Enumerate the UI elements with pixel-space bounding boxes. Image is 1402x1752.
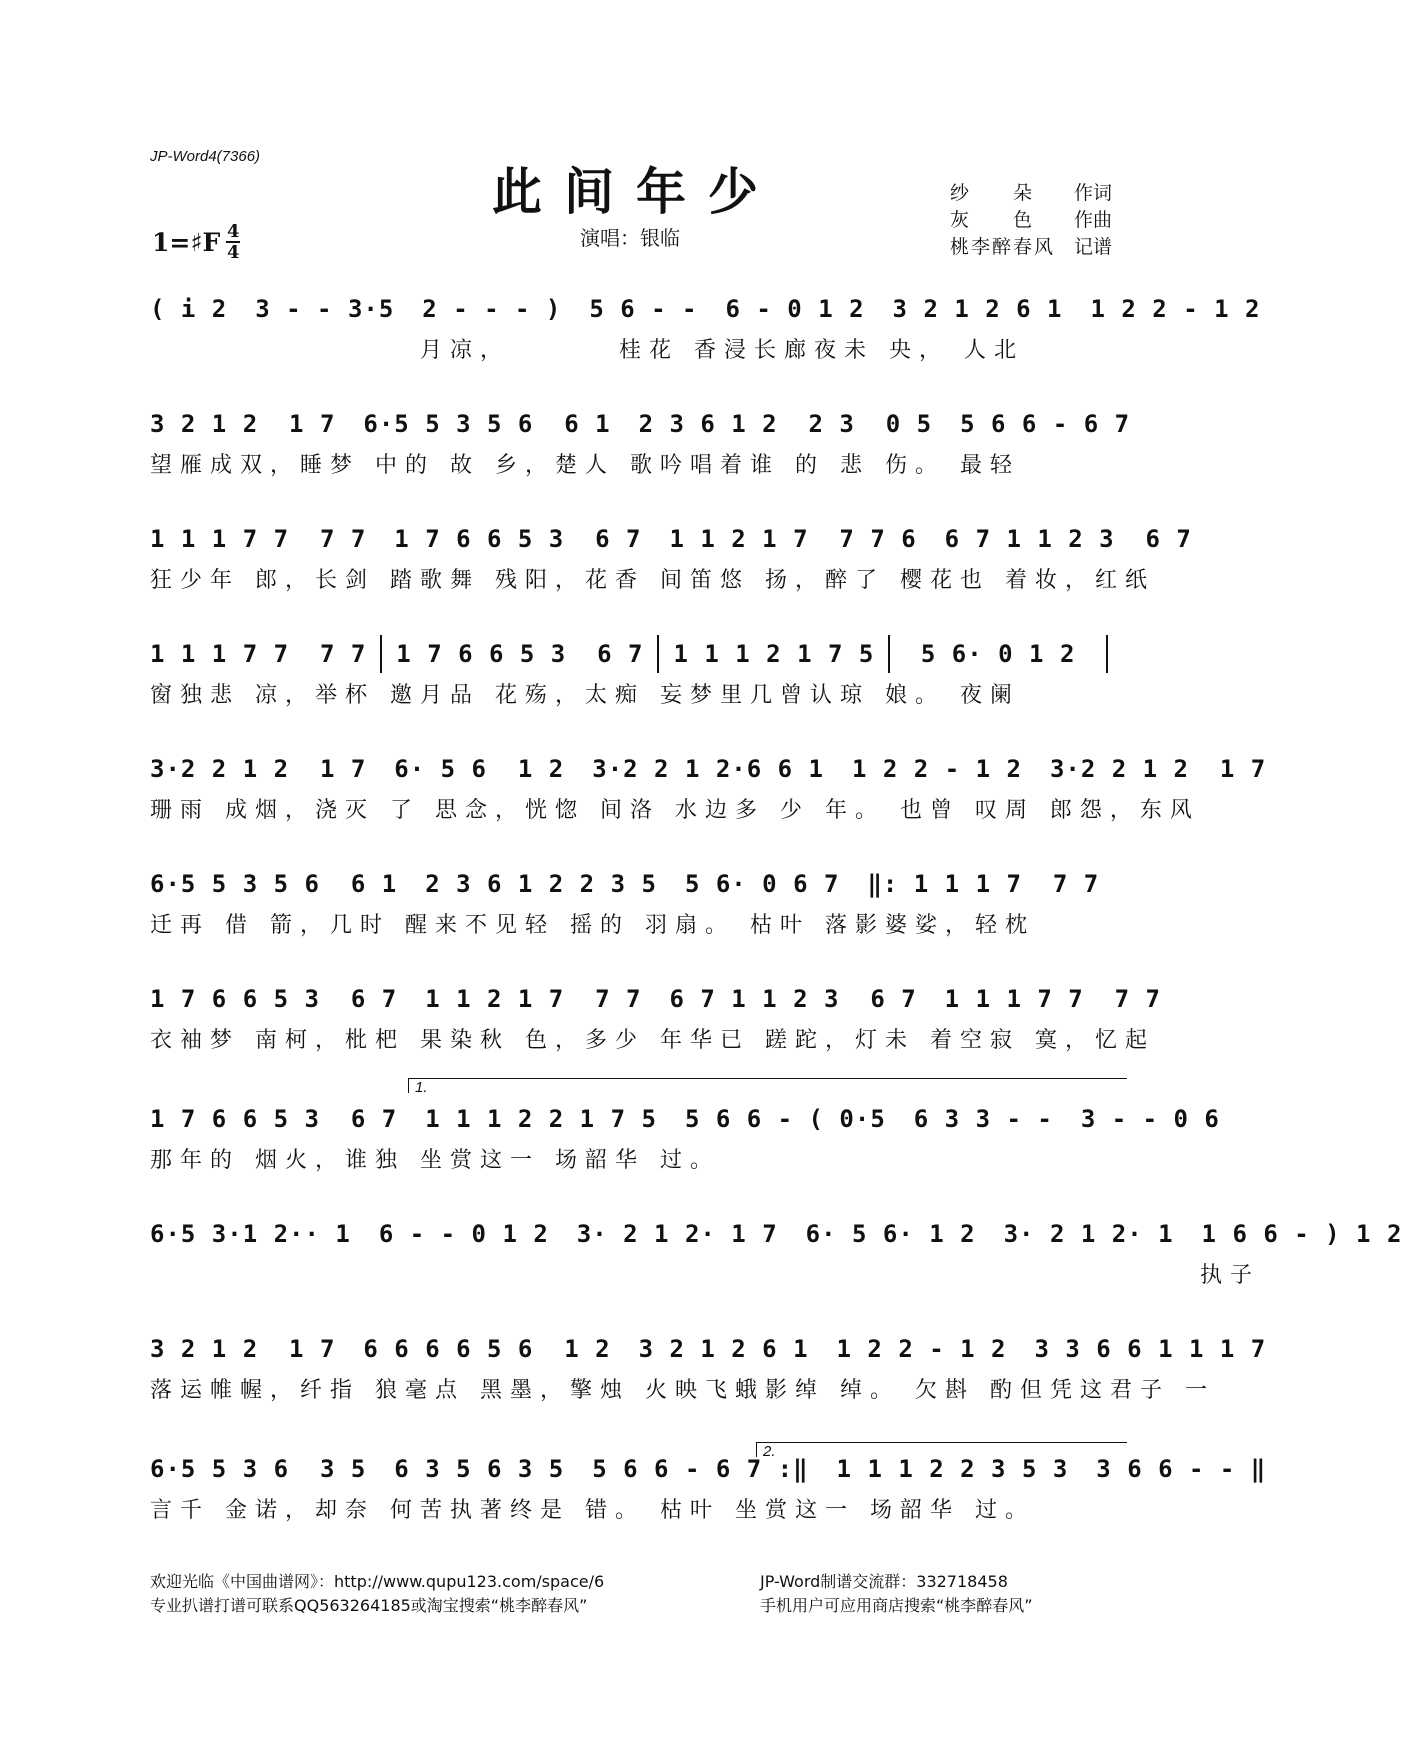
- measure: 6 6 6 6 5 6 1 2: [363, 1335, 611, 1363]
- measure: 6· 5 6 1 2: [394, 755, 565, 783]
- measure: 5 6 6 - 6 7 :‖: [592, 1455, 809, 1483]
- lyrics-row: 狂少年 郎，长剑 踏歌舞 残阳，花香 间笛悠 扬，醉了 樱花也 着妆，红纸: [150, 567, 1155, 593]
- score-line: [150, 1330, 1267, 1404]
- barline: [657, 635, 659, 673]
- lyrics-row: 珊雨 成烟，浇灭 了 思念，恍惚 间洛 水边多 少 年。 也曾 叹周 郎怨，东风: [150, 797, 1200, 823]
- measure: 3·2 2 1 2 1 7: [150, 755, 367, 783]
- credit-job: 记谱: [1074, 236, 1113, 258]
- measure: 6·5 5 3 5 6 6 1: [363, 410, 611, 438]
- score-line: [150, 750, 1267, 824]
- meter-bottom: 4: [226, 242, 240, 263]
- measure: 1 7 6 6 5 3 6 7: [394, 525, 642, 553]
- measure: 2 3 6 1 2 2 3 0 5: [638, 410, 933, 438]
- measure: 1 1 1 7 7 7 7: [150, 640, 367, 668]
- measure: 1 1 1 2 2 3 5 3: [836, 1455, 1069, 1483]
- measure: 3· 2 1 2· 1: [1003, 1220, 1174, 1248]
- measure: 3 2 1 2 6 1: [638, 1335, 809, 1363]
- second-ending-bracket: [756, 1442, 1127, 1460]
- measure: 1 1 1 2 1 7 5: [673, 640, 875, 668]
- lyrics-row: 窗独悲 凉，举杯 邀月品 花殇，太痴 妄梦里几曾认琼 娘。 夜阑: [150, 682, 1020, 708]
- measure: 6 3 3 - -: [913, 1105, 1053, 1133]
- score-line: [150, 980, 1161, 1054]
- notation-row: [150, 635, 1122, 673]
- score-line: [150, 1100, 1220, 1174]
- measure: 3·2 2 1 2·6 6 1: [592, 755, 824, 783]
- lyrics-row: 月凉， 桂花 香浸长廊夜未 央， 人北: [150, 337, 1024, 363]
- barline: [888, 635, 890, 673]
- measure: 3· 2 1 2· 1 7: [576, 1220, 778, 1248]
- measure: 3 6 6 - - ‖: [1096, 1455, 1267, 1483]
- notation-row: [150, 290, 1261, 328]
- first-ending-bracket: [408, 1078, 1127, 1096]
- lyrics-row: 言千 金诺，却奈 何苦执著终是 错。 枯叶 坐赏这一 场韶华 过。: [150, 1497, 1035, 1523]
- measure: 1 1 1 2 2 1 7 5: [425, 1105, 657, 1133]
- measure: 6 - - 0 1 2: [378, 1220, 549, 1248]
- barline: [1106, 635, 1108, 673]
- barline: [380, 635, 382, 673]
- measure: 6·5 3·1 2·· 1: [150, 1220, 351, 1248]
- credit-transcriber: [950, 234, 1112, 261]
- measure: 1 2 2 - 1 2: [1090, 295, 1261, 323]
- credit-name: 桃李醉春风: [950, 236, 1056, 258]
- measure: 3 3 6 6 1 1 1 7: [1034, 1335, 1267, 1363]
- measure: 5 6· 0 1 2: [920, 640, 1076, 668]
- score-line: [150, 865, 1122, 939]
- measure: 5 6 6 - 6 7: [960, 410, 1131, 438]
- measure: 1 2 2 - 1 2: [836, 1335, 1007, 1363]
- measure: 6 3 5 6 3 5: [394, 1455, 565, 1483]
- second-ending-label: 2.: [763, 1443, 776, 1460]
- measure: 6·5 5 3 5 6 6 1: [150, 870, 398, 898]
- measure: 3 2 1 2 1 7: [150, 410, 336, 438]
- measure: 2 3 6 1 2 2 3 5: [425, 870, 657, 898]
- measure: 6 7 1 1 2 3 6 7: [944, 525, 1192, 553]
- key-signature: [152, 222, 240, 262]
- measure: 1 1 1 7 7 7 7: [150, 525, 367, 553]
- measure: 1 7 6 6 5 3 6 7: [150, 985, 398, 1013]
- notation-row: [150, 980, 1161, 1018]
- measure: 2 - - - ): [422, 295, 562, 323]
- measure: 1 7 6 6 5 3 6 7: [150, 1105, 398, 1133]
- credit-name: 灰 色: [950, 209, 1035, 231]
- measure: 3 2 1 2 6 1: [892, 295, 1063, 323]
- first-ending-label: 1.: [415, 1079, 428, 1096]
- measure: 1 6 6 - ) 1 2: [1201, 1220, 1402, 1248]
- footer-left: [150, 1570, 604, 1618]
- measure: 3·2 2 1 2 1 7: [1049, 755, 1267, 783]
- measure: 1 2 2 - 1 2: [852, 755, 1022, 783]
- measure: 1 1 2 1 7 7 7: [425, 985, 642, 1013]
- measure: 5 6 - -: [589, 295, 698, 323]
- lyrics-row: 望雁成双，睡梦 中的 故 乡，楚人 歌吟唱着谁 的 悲 伤。 最轻: [150, 452, 1020, 478]
- key-label: 1=♯F: [152, 227, 221, 257]
- lyrics-row: 执子: [150, 1262, 1261, 1288]
- measure: 3 2 1 2 1 7: [150, 1335, 336, 1363]
- measure: ( i 2: [150, 295, 228, 323]
- score-line: [150, 1450, 1267, 1524]
- notation-row: [150, 750, 1267, 788]
- score-line: [150, 520, 1192, 594]
- measure: 1 1 1 7 7 7 7: [944, 985, 1161, 1013]
- measure: 3 - - 3·5: [255, 295, 395, 323]
- notation-row: [150, 1330, 1267, 1368]
- footer-group: JP-Word制谱交流群：332718458: [760, 1572, 1008, 1591]
- credit-name: 纱 朵: [950, 182, 1035, 204]
- measure: 6 - 0 1 2: [725, 295, 865, 323]
- meter-top: 4: [226, 221, 240, 242]
- notation-row: [150, 1100, 1220, 1138]
- notation-row: [150, 865, 1122, 903]
- measure: 6 7 1 1 2 3 6 7: [669, 985, 917, 1013]
- score-line: [150, 635, 1122, 709]
- score-line: [150, 405, 1131, 479]
- notation-row: [150, 520, 1192, 558]
- footer-right: [760, 1570, 1033, 1618]
- lyrics-row: 衣袖梦 南柯，枇杷 果染秋 色，多少 年华已 蹉跎，灯未 着空寂 寞，忆起: [150, 1027, 1155, 1053]
- measure: 6· 5 6· 1 2: [805, 1220, 976, 1248]
- footer-app: 手机用户可应用商店搜索“桃李醉春风”: [760, 1596, 1033, 1615]
- lyrics-row: 落运帷幄，纤指 狼毫点 黑墨，擎烛 火映飞蛾影绰 绰。 欠斟 酌但凭这君子 一: [150, 1377, 1215, 1403]
- measure: 6·5 5 3 6 3 5: [150, 1455, 367, 1483]
- credit-composer: [950, 207, 1112, 234]
- credit-lyricist: [950, 180, 1112, 207]
- measure: 5 6· 0 6 7: [684, 870, 840, 898]
- score-line: [150, 290, 1261, 364]
- song-title: 此间年少: [492, 162, 780, 221]
- measure: ‖: 1 1 1 7 7 7: [867, 870, 1100, 898]
- lyrics-row: 迁再 借 箭，几时 醒来不见轻 摇的 羽扇。 枯叶 落影婆娑，轻枕: [150, 912, 1035, 938]
- source-label: JP-Word4(7366): [150, 148, 261, 165]
- notation-row: [150, 405, 1131, 443]
- credit-job: 作曲: [1074, 209, 1113, 231]
- singer-label: 演唱：银临: [580, 226, 680, 250]
- notation-row: [150, 1215, 1402, 1253]
- time-signature: [226, 222, 240, 262]
- credits: [950, 180, 1112, 261]
- footer-contact: 专业扒谱打谱可联系QQ563264185或淘宝搜索“桃李醉春风”: [150, 1596, 588, 1615]
- measure: 3 - - 0 6: [1080, 1105, 1220, 1133]
- credit-job: 作词: [1074, 182, 1113, 204]
- score-line: [150, 1215, 1402, 1289]
- measure: 1 7 6 6 5 3 6 7: [396, 640, 644, 668]
- measure: 1 1 2 1 7 7 7 6: [669, 525, 917, 553]
- lyrics-row: 那年的 烟火，谁独 坐赏这一 场韶华 过。: [150, 1147, 720, 1173]
- footer-site-link[interactable]: 欢迎光临《中国曲谱网》：http://www.qupu123.com/space/6: [150, 1572, 605, 1591]
- measure: 5 6 6 - ( 0·5: [684, 1105, 886, 1133]
